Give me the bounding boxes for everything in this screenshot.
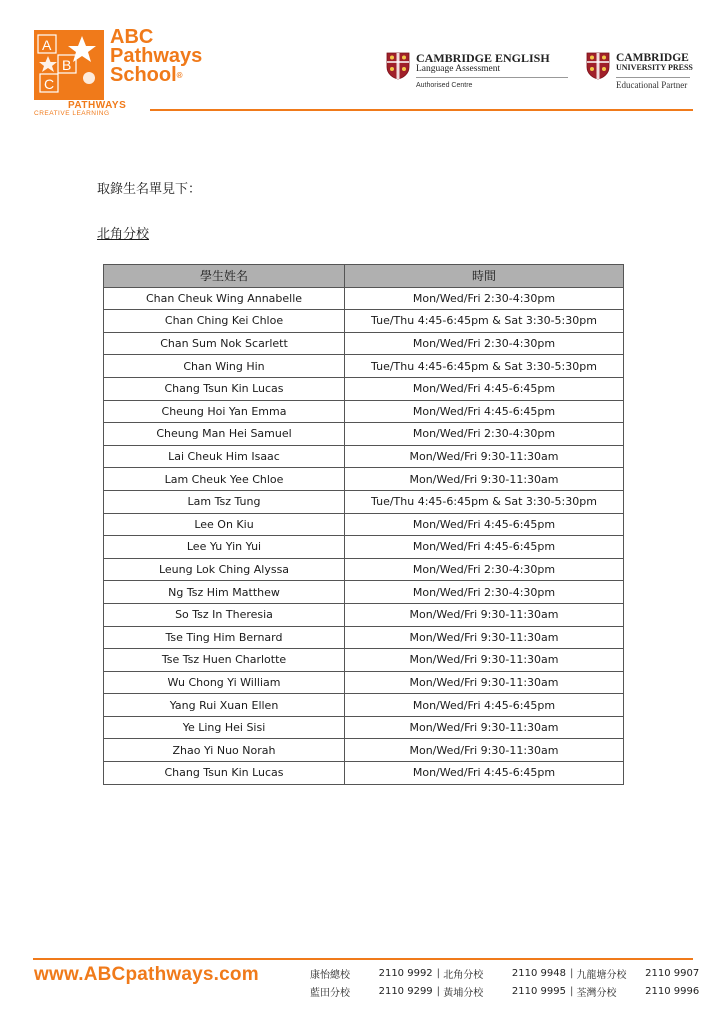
student-name-cell: Leung Lok Ching Alyssa [104, 558, 345, 581]
table-body [104, 287, 624, 784]
cambridge-press-tag: Educational Partner [616, 80, 688, 90]
branch-phone: 2110 9948 [511, 967, 566, 979]
branch-phone: 2110 9995 [511, 985, 566, 997]
student-name-cell: Tse Tsz Huen Charlotte [104, 649, 345, 672]
time-cell: Mon/Wed/Fri 2:30-4:30pm [345, 423, 624, 446]
branch-separator: | [436, 967, 441, 979]
intro-text: 取錄生名單見下： [97, 182, 202, 197]
student-name-cell: Lee On Kiu [104, 513, 345, 536]
branch-phone: 2110 9992 [378, 967, 433, 979]
student-name-cell: Lam Cheuk Yee Chloe [104, 468, 345, 491]
table-row [104, 513, 624, 536]
table-row [104, 332, 624, 355]
table-row [104, 445, 624, 468]
table-row [104, 377, 624, 400]
time-cell: Mon/Wed/Fri 9:30-11:30am [345, 468, 624, 491]
branch-contacts [310, 964, 700, 1000]
time-cell: Mon/Wed/Fri 2:30-4:30pm [345, 558, 624, 581]
logo-letters [34, 30, 104, 100]
school-name-line2: Pathways [110, 45, 203, 67]
branch-row [310, 964, 700, 982]
logo-word: PATHWAYS [68, 100, 127, 111]
website-link[interactable]: www.ABCpathways.com [34, 964, 259, 985]
branch-separator: | [569, 967, 574, 979]
cambridge-english-tag: Authorised Centre [416, 82, 473, 89]
student-name-cell: Chan Wing Hin [104, 355, 345, 378]
branch-name: 九龍塘分校 [576, 969, 627, 981]
table-row [104, 716, 624, 739]
column-header-time: 時間 [345, 265, 624, 288]
table-header-row [104, 265, 624, 288]
cambridge-crest-icon [386, 52, 410, 80]
campus-title: 北角分校 [97, 227, 150, 242]
cambridge-press-crest-icon [586, 52, 610, 80]
branch-name: 藍田分校 [310, 987, 350, 999]
student-name-cell: Chang Tsun Kin Lucas [104, 377, 345, 400]
branch-phone: 2110 9907 [645, 967, 700, 979]
logo-letter-c: C [44, 76, 55, 92]
time-cell: Mon/Wed/Fri 4:45-6:45pm [345, 536, 624, 559]
school-name [110, 28, 202, 85]
time-cell: Mon/Wed/Fri 9:30-11:30am [345, 626, 624, 649]
time-cell: Mon/Wed/Fri 4:45-6:45pm [345, 400, 624, 423]
time-cell: Mon/Wed/Fri 4:45-6:45pm [345, 762, 624, 785]
time-cell: Mon/Wed/Fri 9:30-11:30am [345, 649, 624, 672]
table-row [104, 739, 624, 762]
student-name-cell: Yang Rui Xuan Ellen [104, 694, 345, 717]
student-name-cell: Lam Tsz Tung [104, 490, 345, 513]
logo-letter-a: A [42, 37, 52, 53]
table-row [104, 355, 624, 378]
student-name-cell: Chan Sum Nok Scarlett [104, 332, 345, 355]
time-cell: Mon/Wed/Fri 4:45-6:45pm [345, 513, 624, 536]
branch-name: 康怡總校 [310, 969, 350, 981]
student-name-cell: Chan Ching Kei Chloe [104, 310, 345, 333]
branch-row [310, 982, 700, 1000]
time-cell: Mon/Wed/Fri 4:45-6:45pm [345, 694, 624, 717]
table-row [104, 581, 624, 604]
student-name-cell: Tse Ting Him Bernard [104, 626, 345, 649]
branch-separator: | [569, 985, 574, 997]
cambridge-english-title: CAMBRIDGE ENGLISH [416, 51, 550, 65]
cambridge-english-rule [416, 77, 568, 78]
time-cell: Mon/Wed/Fri 9:30-11:30am [345, 716, 624, 739]
branch-phone: 2110 9996 [645, 985, 700, 997]
time-cell: Tue/Thu 4:45-6:45pm & Sat 3:30-5:30pm [345, 490, 624, 513]
time-cell: Mon/Wed/Fri 2:30-4:30pm [345, 581, 624, 604]
admission-table [103, 264, 624, 785]
table-row [104, 558, 624, 581]
cambridge-press-title-line1: CAMBRIDGE [616, 52, 689, 64]
time-cell: Tue/Thu 4:45-6:45pm & Sat 3:30-5:30pm [345, 310, 624, 333]
footer-divider [33, 958, 693, 960]
branch-separator: | [436, 985, 441, 997]
student-name-cell: Cheung Hoi Yan Emma [104, 400, 345, 423]
logo-letter-b: B [62, 57, 72, 73]
table-row [104, 626, 624, 649]
table-row [104, 603, 624, 626]
table-row [104, 310, 624, 333]
branch-name: 北角分校 [443, 969, 484, 981]
table-row [104, 287, 624, 310]
time-cell: Tue/Thu 4:45-6:45pm & Sat 3:30-5:30pm [345, 355, 624, 378]
student-name-cell: Zhao Yi Nuo Norah [104, 739, 345, 762]
table-row [104, 649, 624, 672]
table-row [104, 671, 624, 694]
student-name-cell: Ng Tsz Him Matthew [104, 581, 345, 604]
cambridge-press-rule [616, 77, 690, 78]
cambridge-english-subtitle: Language Assessment [416, 64, 501, 74]
header-divider [150, 109, 693, 111]
table-row [104, 400, 624, 423]
student-name-cell: Ye Ling Hei Sisi [104, 716, 345, 739]
column-header-student-name: 學生姓名 [104, 265, 345, 288]
student-name-cell: Chang Tsun Kin Lucas [104, 762, 345, 785]
table-row [104, 762, 624, 785]
time-cell: Mon/Wed/Fri 2:30-4:30pm [345, 332, 624, 355]
table-row [104, 490, 624, 513]
table-row [104, 468, 624, 491]
branch-phone: 2110 9299 [378, 985, 433, 997]
student-name-cell: Cheung Man Hei Samuel [104, 423, 345, 446]
time-cell: Mon/Wed/Fri 9:30-11:30am [345, 445, 624, 468]
branch-name: 荃灣分校 [576, 987, 617, 999]
time-cell: Mon/Wed/Fri 2:30-4:30pm [345, 287, 624, 310]
logo-tagline: CREATIVE LEARNING [34, 110, 110, 117]
student-name-cell: So Tsz In Theresia [104, 603, 345, 626]
school-name-line1: ABC [110, 26, 154, 48]
time-cell: Mon/Wed/Fri 4:45-6:45pm [345, 377, 624, 400]
cambridge-press-title-line2: UNIVERSITY PRESS [616, 63, 693, 72]
table-row [104, 536, 624, 559]
student-name-cell: Lai Cheuk Him Isaac [104, 445, 345, 468]
table-row [104, 423, 624, 446]
student-name-cell: Wu Chong Yi William [104, 671, 345, 694]
time-cell: Mon/Wed/Fri 9:30-11:30am [345, 671, 624, 694]
time-cell: Mon/Wed/Fri 9:30-11:30am [345, 739, 624, 762]
table-row [104, 694, 624, 717]
student-name-cell: Chan Cheuk Wing Annabelle [104, 287, 345, 310]
time-cell: Mon/Wed/Fri 9:30-11:30am [345, 603, 624, 626]
student-name-cell: Lee Yu Yin Yui [104, 536, 345, 559]
branch-name: 黃埔分校 [443, 987, 484, 999]
school-name-line3: School® [110, 64, 183, 86]
